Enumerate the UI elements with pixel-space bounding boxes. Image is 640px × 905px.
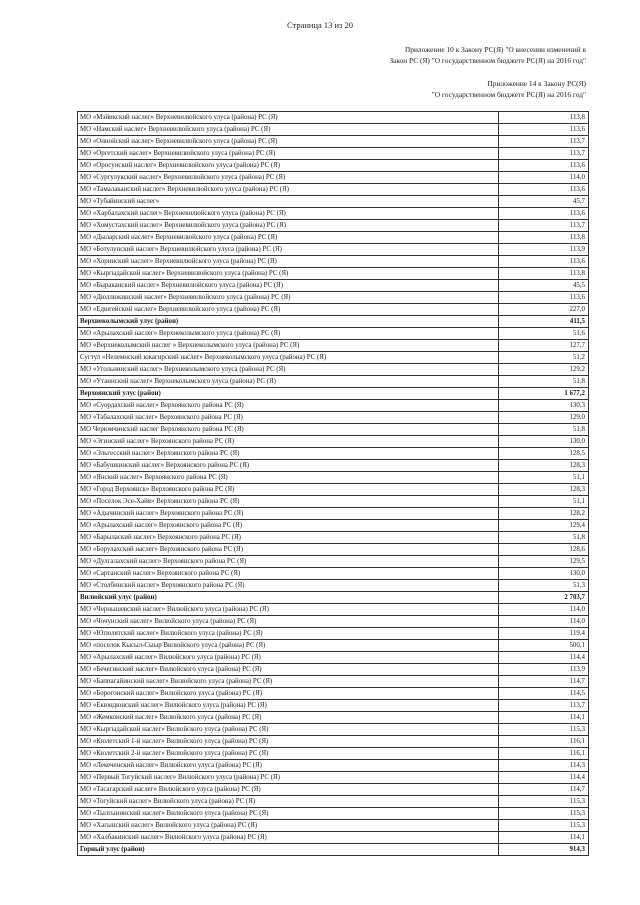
row-name-cell: МО «Хомустахский наслег» Верхневилюйского улуса (района) РС (Я) xyxy=(78,220,499,232)
row-amount-cell: 114,7 xyxy=(499,676,589,688)
table-row xyxy=(78,652,589,664)
row-name-cell: МО «поселок Кысыл-Сыыр Вилюйского улуса (района) РС (Я) xyxy=(78,640,499,652)
table-row xyxy=(78,196,589,208)
row-name-cell: Верхоянский улус (район) xyxy=(78,388,499,400)
appendix-14-line-2: "О государственном бюджете РС(Я) на 2016 год" xyxy=(431,90,586,99)
table-row xyxy=(78,628,589,640)
table-row xyxy=(78,448,589,460)
row-amount-cell: 113,7 xyxy=(499,700,589,712)
table-row xyxy=(78,772,589,784)
row-amount-cell: 411,5 xyxy=(499,316,589,328)
row-amount-cell: 113,6 xyxy=(499,124,589,136)
table-row xyxy=(78,688,589,700)
row-amount-cell: 227,0 xyxy=(499,304,589,316)
row-name-cell: МО «Екюндюнский наслег» Вилюйского улуса (района) РС (Я) xyxy=(78,700,499,712)
table-row xyxy=(78,244,589,256)
table-row xyxy=(78,676,589,688)
row-amount-cell: 113,8 xyxy=(499,112,589,124)
row-amount-cell: 113,9 xyxy=(499,664,589,676)
row-amount-cell: 114,0 xyxy=(499,604,589,616)
row-amount-cell: 114,4 xyxy=(499,652,589,664)
row-amount-cell: 113,7 xyxy=(499,148,589,160)
row-name-cell: МО «Борулахский наслег» Верхоянского района РС (Я) xyxy=(78,544,499,556)
table-row xyxy=(78,472,589,484)
row-amount-cell: 113,6 xyxy=(499,208,589,220)
row-name-cell: МО «Арылахский наслег» Верхоянского района РС (Я) xyxy=(78,520,499,532)
row-amount-cell: 115,3 xyxy=(499,796,589,808)
row-amount-cell: 114,0 xyxy=(499,172,589,184)
row-amount-cell: 51,8 xyxy=(499,376,589,388)
row-amount-cell: 113,6 xyxy=(499,256,589,268)
table-row xyxy=(78,700,589,712)
row-amount-cell: 129,2 xyxy=(499,364,589,376)
row-amount-cell: 113,6 xyxy=(499,184,589,196)
row-amount-cell: 113,6 xyxy=(499,160,589,172)
row-amount-cell: 1 677,2 xyxy=(499,388,589,400)
row-name-cell: МО «Тогуйский наслег» Вилюйского улуса (района) РС (Я) xyxy=(78,796,499,808)
row-amount-cell: 128,2 xyxy=(499,508,589,520)
row-name-cell: МО «Город Верхоянск» Верхоянского района РС (Я) xyxy=(78,484,499,496)
row-name-cell: МО «Адычинский наслег» Верхоянского района РС (Я) xyxy=(78,508,499,520)
row-amount-cell: 45,7 xyxy=(499,196,589,208)
row-name-cell: МО «Барылаский наслег» Верхоянского района РС (Я) xyxy=(78,532,499,544)
budget-table-body xyxy=(78,112,589,856)
row-name-cell: МО «Жемконский наслег» Вилюйского улуса (района) РС (Я) xyxy=(78,712,499,724)
row-name-cell: Горный улус (район) xyxy=(78,844,499,856)
table-row xyxy=(78,412,589,424)
row-amount-cell: 114,3 xyxy=(499,760,589,772)
row-amount-cell: 128,3 xyxy=(499,460,589,472)
budget-table xyxy=(77,111,589,856)
row-name-cell: МО «Кыргыдайский наслег» Верхневилюйского улуса (района) РС (Я) xyxy=(78,268,499,280)
row-name-cell: МО «Арылахский наслег» Вилюйского улуса (района) РС (Я) xyxy=(78,652,499,664)
row-amount-cell: 51,2 xyxy=(499,352,589,364)
row-amount-cell: 115,3 xyxy=(499,724,589,736)
row-amount-cell: 130,3 xyxy=(499,400,589,412)
table-row xyxy=(78,280,589,292)
table-row xyxy=(78,544,589,556)
table-row xyxy=(78,616,589,628)
row-name-cell: МО «Арылахский наслег» Верхнеколымского улуса (района) РС (Я) xyxy=(78,328,499,340)
table-row xyxy=(78,832,589,844)
row-amount-cell: 114,5 xyxy=(499,688,589,700)
table-row xyxy=(78,580,589,592)
row-name-cell: МО «Лекеченский наслег» Вилюйского улуса (района) РС (Я) xyxy=(78,760,499,772)
row-name-cell: МО «Чочунский наслег» Вилюйского улуса (района) РС (Я) xyxy=(78,616,499,628)
appendix-10-line-2: Закон РС (Я) "О государственном бюджете РС(Я) на 2016 год" xyxy=(389,56,586,65)
table-row xyxy=(78,184,589,196)
table-row xyxy=(78,172,589,184)
row-amount-cell: 51,1 xyxy=(499,496,589,508)
row-name-cell: МО «Дюллюкинский наслег» Верхневилюйского улуса (района) РС (Я) xyxy=(78,292,499,304)
table-row xyxy=(78,664,589,676)
row-amount-cell: 51,8 xyxy=(499,532,589,544)
row-name-cell: Вилюйский улус (район) xyxy=(78,592,499,604)
row-name-cell: МО «Мэйикский наслег» Верхневилюйского улуса (района) РС (Я) xyxy=(78,112,499,124)
table-row xyxy=(78,520,589,532)
row-amount-cell: 128,6 xyxy=(499,544,589,556)
table-row xyxy=(78,256,589,268)
row-amount-cell: 113,9 xyxy=(499,244,589,256)
appendix-10-reference xyxy=(389,44,586,66)
row-name-cell: МО «Халбакинский наслег» Вилюйского улуса (района) РС (Я) xyxy=(78,832,499,844)
table-row xyxy=(78,340,589,352)
row-amount-cell: 129,0 xyxy=(499,412,589,424)
table-row xyxy=(78,532,589,544)
table-row xyxy=(78,556,589,568)
row-amount-cell: 115,3 xyxy=(499,820,589,832)
row-name-cell: МО «Кыргыдайский наслег» Вилюйского улуса (района) РС (Я) xyxy=(78,724,499,736)
row-amount-cell: 51,3 xyxy=(499,580,589,592)
row-name-cell: МО «Столбинский наслег» Верхоянского района РС (Я) xyxy=(78,580,499,592)
table-row xyxy=(78,460,589,472)
row-name-cell: МО «Табалахский наслег» Верхоянского района РС (Я) xyxy=(78,412,499,424)
appendix-14-reference xyxy=(432,78,586,100)
page-number: Страница 13 из 20 xyxy=(286,20,354,30)
table-row xyxy=(78,748,589,760)
row-amount-cell: 113,8 xyxy=(499,268,589,280)
row-amount-cell: 130,0 xyxy=(499,568,589,580)
row-name-cell: Верхнеколымский улус (район) xyxy=(78,316,499,328)
row-amount-cell: 51,8 xyxy=(499,424,589,436)
row-name-cell: МО «Югюлятский наслег» Вилюйского улуса (района) РС (Я) xyxy=(78,628,499,640)
row-amount-cell: 51,6 xyxy=(499,328,589,340)
appendix-14-line-1: Приложение 14 к Закону РС(Я) xyxy=(487,79,586,88)
row-name-cell: МО «Кюлетский 2-й наслег» Вилюйского улуса (района) РС (Я) xyxy=(78,748,499,760)
row-name-cell: МО «Эльгесский наслег» Верхоянского района РС (Я) xyxy=(78,448,499,460)
table-row xyxy=(78,304,589,316)
table-row xyxy=(78,148,589,160)
row-name-cell: МО «Тылгынинский наслег» Вилюйского улуса (района) РС (Я) xyxy=(78,808,499,820)
row-amount-cell: 129,4 xyxy=(499,520,589,532)
row-name-cell: МО «Оннойский наслег» Верхневилюйского улуса (района) РС (Я) xyxy=(78,136,499,148)
row-name-cell: МО «Едюгейский наслег» Верхневилюйского улуса (района) РС (Я) xyxy=(78,304,499,316)
district-total-row xyxy=(78,316,589,328)
row-name-cell: МО «Быраканский наслег» Верхневилюйского улуса (района) РС (Я) xyxy=(78,280,499,292)
row-amount-cell: 114,7 xyxy=(499,784,589,796)
appendix-10-line-1: Приложение 10 к Закону РС(Я) "О внесении изменений в xyxy=(404,45,586,54)
table-row xyxy=(78,568,589,580)
row-amount-cell: 119,4 xyxy=(499,628,589,640)
row-name-cell: МО «Первый Тогуйский наслег» Вилюйского улуса (района) РС (Я) xyxy=(78,772,499,784)
table-row xyxy=(78,424,589,436)
row-amount-cell: 116,1 xyxy=(499,748,589,760)
row-amount-cell: 129,5 xyxy=(499,556,589,568)
table-row xyxy=(78,328,589,340)
row-name-cell: МО «Поселок Эсе-Хайя» Верхоянского района РС (Я) xyxy=(78,496,499,508)
row-name-cell: МО Черюмчинский наслег Верхоянского района РС (Я) xyxy=(78,424,499,436)
table-row xyxy=(78,160,589,172)
row-name-cell: МО «Хагынский наслег» Вилюйского улуса (района) РС (Я) xyxy=(78,820,499,832)
row-name-cell: МО «Баппагайинский наслег» Вилюйского улуса (района) РС (Я) xyxy=(78,676,499,688)
row-amount-cell: 127,7 xyxy=(499,340,589,352)
row-name-cell: МО «Хоринский наслег» Верхневилюйского улуса (района) РС (Я) xyxy=(78,256,499,268)
row-name-cell: МО «Бечегинский наслег» Вилюйского улуса (района) РС (Я) xyxy=(78,664,499,676)
district-total-row xyxy=(78,592,589,604)
table-row xyxy=(78,112,589,124)
table-row xyxy=(78,808,589,820)
row-name-cell: МО «Бабушкинский наслег» Верхоянского района РС (Я) xyxy=(78,460,499,472)
row-name-cell: МО «Суордахский наслег» Верхоянского района РС (Я) xyxy=(78,400,499,412)
table-row xyxy=(78,208,589,220)
row-amount-cell: 113,8 xyxy=(499,232,589,244)
row-amount-cell: 116,1 xyxy=(499,736,589,748)
row-name-cell: МО «Утаинский наслег» Верхнеколымского улуса (района) РС (Я) xyxy=(78,376,499,388)
table-row xyxy=(78,640,589,652)
table-row xyxy=(78,712,589,724)
row-name-cell: МО «Янский наслег» Верхоянского района РС (Я) xyxy=(78,472,499,484)
row-amount-cell: 113,7 xyxy=(499,220,589,232)
row-amount-cell: 114,1 xyxy=(499,712,589,724)
row-name-cell: МО «Кюлетский 1-й наслег» Вилюйского улуса (района) РС (Я) xyxy=(78,736,499,748)
table-row xyxy=(78,736,589,748)
table-row xyxy=(78,484,589,496)
row-name-cell: МО «Сартанский наслег» Верхоянского района РС (Я) xyxy=(78,568,499,580)
row-name-cell: Сугтул «Нелемнский юкагирский наслег» Верхнеколымского улуса (района) РС (Я) xyxy=(78,352,499,364)
row-amount-cell: 51,1 xyxy=(499,472,589,484)
row-amount-cell: 45,5 xyxy=(499,280,589,292)
table-row xyxy=(78,268,589,280)
row-amount-cell: 113,7 xyxy=(499,136,589,148)
row-name-cell: МО «Верхнеколымский наслег » Верхнеколымского улуса (района) РС (Я) xyxy=(78,340,499,352)
row-name-cell: МО «Чернышевский наслег» Вилюйского улуса (района) РС (Я) xyxy=(78,604,499,616)
table-row xyxy=(78,508,589,520)
table-row xyxy=(78,352,589,364)
table-row xyxy=(78,496,589,508)
table-row xyxy=(78,124,589,136)
row-amount-cell: 114,0 xyxy=(499,616,589,628)
row-name-cell: МО «Дулгалахский наслег» Верхоянского района РС (Я) xyxy=(78,556,499,568)
table-row xyxy=(78,232,589,244)
table-row xyxy=(78,220,589,232)
row-amount-cell: 128,5 xyxy=(499,448,589,460)
table-row xyxy=(78,400,589,412)
row-name-cell: МО «Угольнинский наслег» Верхнеколымского улуса (района) РС (Я) xyxy=(78,364,499,376)
table-row xyxy=(78,760,589,772)
row-name-cell: МО «Сургулукский наслег» Верхневилюйского улуса (района) РС (Я) xyxy=(78,172,499,184)
table-row xyxy=(78,376,589,388)
row-name-cell: МО «Дыларский наслег» Верхневилюйского улуса (района) РС (Я) xyxy=(78,232,499,244)
row-name-cell: МО «Ботулунский наслег» Верхневилюйского улуса (района) РС (Я) xyxy=(78,244,499,256)
row-name-cell: МО «Тасагарский наслег» Вилюйского улуса (района) РС (Я) xyxy=(78,784,499,796)
row-name-cell: МО «Намский наслег» Верхневилюйского улуса (района) РС (Я) xyxy=(78,124,499,136)
row-amount-cell: 2 703,7 xyxy=(499,592,589,604)
table-row xyxy=(78,364,589,376)
row-name-cell: МО «Эгинский наслег» Верхоянского района РС (Я) xyxy=(78,436,499,448)
table-row xyxy=(78,136,589,148)
row-amount-cell: 114,4 xyxy=(499,772,589,784)
row-amount-cell: 128,3 xyxy=(499,484,589,496)
row-name-cell: МО «Харбалахский наслег» Верхневилюйского улуса (района) РС (Я) xyxy=(78,208,499,220)
row-name-cell: МО «Тамалаканский наслег» Верхневилюйского улуса (района) РС (Я) xyxy=(78,184,499,196)
row-amount-cell: 115,3 xyxy=(499,808,589,820)
row-name-cell: МО «Тубайинский наслег» xyxy=(78,196,499,208)
table-row xyxy=(78,784,589,796)
table-row xyxy=(78,604,589,616)
row-name-cell: МО «Оргетский наслег» Верхневилюйского улуса (района) РС (Я) xyxy=(78,148,499,160)
row-amount-cell: 114,1 xyxy=(499,832,589,844)
district-total-row xyxy=(78,844,589,856)
table-row xyxy=(78,436,589,448)
row-amount-cell: 113,6 xyxy=(499,292,589,304)
row-amount-cell: 914,3 xyxy=(499,844,589,856)
table-row xyxy=(78,724,589,736)
table-row xyxy=(78,796,589,808)
row-name-cell: МО «Борогонский наслег» Вилюйского улуса (района) РС (Я) xyxy=(78,688,499,700)
district-total-row xyxy=(78,388,589,400)
table-row xyxy=(78,292,589,304)
row-name-cell: МО «Оросунский наслег» Верхневилюйского улуса (района) РС (Я) xyxy=(78,160,499,172)
row-amount-cell: 500,1 xyxy=(499,640,589,652)
table-row xyxy=(78,820,589,832)
row-amount-cell: 130,0 xyxy=(499,436,589,448)
